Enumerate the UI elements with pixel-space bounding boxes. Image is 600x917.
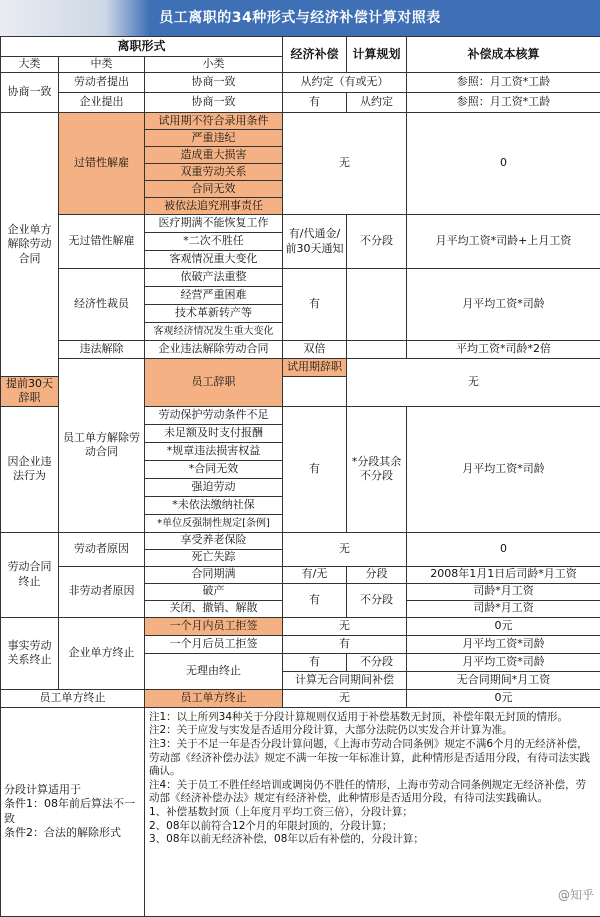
minor-cell: 合同期满 <box>145 566 283 583</box>
minor-cell: 一个月后员工拒签 <box>145 635 283 653</box>
middle-illegal-termination: 违法解除 <box>59 341 145 359</box>
minor-cell: 双重劳动关系 <box>145 164 283 181</box>
minor-cell: 提前30天辞职 <box>1 377 59 407</box>
middle-employer-unilateral: 企业单方终止 <box>59 617 145 689</box>
middle-economic-layoff: 经济性裁员 <box>59 269 145 341</box>
watermark: @知乎 <box>558 886 594 903</box>
minor-cell: 合同无效 <box>145 181 283 198</box>
minor-cell: 享受养老保险 <box>145 532 283 549</box>
comp-cell: 无 <box>347 359 600 407</box>
minor-cell: 强迫劳动 <box>145 478 283 496</box>
header-economic-comp: 经济补偿 <box>283 37 347 73</box>
minor-cell: 客观情况重大变化 <box>145 251 283 269</box>
note-line: 注2：关于应发与实发是否适用分段计算，大部分法院仍以实发合并计算为准。 <box>149 724 596 738</box>
cost-cell: 0 <box>407 113 600 215</box>
note-line: 2、08年以前符合12个月的年限封顶的，分段计算； <box>149 820 596 834</box>
major-employee-termination: 员工单方解除劳动合同 <box>59 359 145 533</box>
cost-cell: 0元 <box>407 617 600 635</box>
middle-employer-fault: 因企业违法行为 <box>1 406 59 532</box>
footer-left-line: 分段计算适用于 <box>4 783 141 797</box>
header-departure-form: 离职形式 <box>1 37 283 57</box>
minor-cell: *合同无效 <box>145 460 283 478</box>
middle-worker-reason: 劳动者原因 <box>59 532 145 566</box>
minor-cell: 依破产法重整 <box>145 269 283 287</box>
header-major: 大类 <box>1 57 59 73</box>
comp-cell: 有 <box>283 93 347 113</box>
note-line: 注4：关于员工不胜任经培训或调岗仍不胜任的情形，上海市劳动合同条例规定无经济补偿，劳动部《经济补偿办法》规定有经济补偿，此种情形是否适用分段，有待司法实践确认。 <box>149 779 596 806</box>
rule-cell: 从约定 <box>347 93 407 113</box>
major-employer-termination: 企业单方解除劳动合同 <box>1 113 59 377</box>
middle-employee-unilateral: 员工单方终止 <box>1 689 145 707</box>
cost-cell: 月平均工资*司龄 <box>407 635 600 653</box>
rule-cell: 不分段 <box>347 583 407 617</box>
middle-nonworker-reason: 非劳动者原因 <box>59 566 145 617</box>
comp-cell: 有 <box>283 653 347 671</box>
middle-fault-dismissal: 过错性解雇 <box>59 113 145 215</box>
header-minor: 小类 <box>145 57 283 73</box>
rule-cell: 不分段 <box>347 215 407 269</box>
comp-cell: 有 <box>283 269 347 341</box>
cost-cell: 参照：月工资*工龄 <box>407 73 600 93</box>
blurred-corner <box>0 0 150 36</box>
major-defacto-end: 事实劳动关系终止 <box>1 617 59 689</box>
comp-cell: 无 <box>283 617 407 635</box>
middle-nofault-dismissal: 无过错性解雇 <box>59 215 145 269</box>
header-calc-rule: 计算规划 <box>347 37 407 73</box>
comp-cell: 有 <box>283 635 407 653</box>
minor-cell: 破产 <box>145 583 283 600</box>
minor-cell: 客观经济情况发生重大变化 <box>145 323 283 341</box>
footer-notes <box>145 707 600 916</box>
minor-cell: 一个月内员工拒签 <box>145 617 283 635</box>
minor-cell: 无理由终止 <box>145 653 283 689</box>
major-contract-end: 劳动合同终止 <box>1 532 59 617</box>
comp-cell: 无 <box>283 113 407 215</box>
comp-cell: 有 <box>283 406 347 532</box>
comp-cell: 有 <box>283 583 347 617</box>
footer-left-line: 条件2：合法的解除形式 <box>4 826 141 840</box>
minor-cell: 员工单方终止 <box>145 689 283 707</box>
cost-cell: 月平均工资*司龄 <box>407 653 600 671</box>
note-line: 注3：关于不足一年是否分段计算问题，《上海市劳动合同条例》规定不满6个月的无经济补偿，劳动部《经济补偿办法》规定不满一年按一年标准计算，此种情形是否适用分段，有待司法实践确认。 <box>149 738 596 779</box>
rule-cell: 分段 <box>347 566 407 583</box>
minor-cell: 劳动保护劳动条件不足 <box>145 406 283 424</box>
cost-cell: 平均工资*司龄*2倍 <box>407 341 600 359</box>
cost-cell: 2008年1月1日后司龄*月工资 <box>407 566 600 583</box>
comp-cell: 计算无合同期间补偿 <box>283 671 407 689</box>
note-line: 注1：以上所列34种关于分段计算规则仅适用于补偿基数无封顶，补偿年限无封顶的情形。 <box>149 711 596 725</box>
comp-cell: 无 <box>283 689 407 707</box>
minor-cell: 未足额及时支付报酬 <box>145 424 283 442</box>
middle-resign: 员工辞职 <box>145 359 283 407</box>
rule-cell <box>347 341 407 359</box>
middle-cell: 企业提出 <box>59 93 145 113</box>
minor-cell: *规章违法损害权益 <box>145 442 283 460</box>
cost-cell: 参照：月工资*工龄 <box>407 93 600 113</box>
minor-cell: 企业违法解除劳动合同 <box>145 341 283 359</box>
minor-cell: 严重违纪 <box>145 130 283 147</box>
minor-cell: 试用期辞职 <box>283 359 347 377</box>
minor-cell: *单位反强制性规定[条例] <box>145 514 283 532</box>
minor-cell: 经营严重困难 <box>145 287 283 305</box>
rule-cell: 不分段 <box>347 653 407 671</box>
header-cost-check: 补偿成本核算 <box>407 37 600 73</box>
minor-cell: 技术革新转产等 <box>145 305 283 323</box>
minor-cell: 协商一致 <box>145 93 283 113</box>
note-line: 3、08年以前无经济补偿，08年以后有补偿的，分段计算； <box>149 833 596 847</box>
minor-cell: *二次不胜任 <box>145 233 283 251</box>
major-negotiation: 协商一致 <box>1 73 59 113</box>
comp-cell: 有/代通金/前30天通知 <box>283 215 347 269</box>
cost-cell: 司龄*月工资 <box>407 583 600 600</box>
note-line: 1、补偿基数封顶（上年度月平均工资三倍），分段计算； <box>149 806 596 820</box>
minor-cell: *未依法缴纳社保 <box>145 496 283 514</box>
minor-cell: 关闭、撤销、解散 <box>145 600 283 617</box>
minor-cell: 协商一致 <box>145 73 283 93</box>
header-middle: 中类 <box>59 57 145 73</box>
cost-cell: 月平均工资*司龄 <box>407 269 600 341</box>
minor-cell: 被依法追究刑事责任 <box>145 198 283 215</box>
middle-cell: 劳动者提出 <box>59 73 145 93</box>
cost-cell: 司龄*月工资 <box>407 600 600 617</box>
comparison-table <box>0 36 600 917</box>
footer-left-line: 条件1：08年前后算法不一致 <box>4 797 141 826</box>
cost-cell: 0元 <box>407 689 600 707</box>
rule-cell: *分段其余不分段 <box>347 406 407 532</box>
footer-left <box>1 707 145 916</box>
minor-cell: 死亡失踪 <box>145 549 283 566</box>
cost-cell: 月平均工资*司龄 <box>407 406 600 532</box>
minor-cell: 造成重大损害 <box>145 147 283 164</box>
rule-cell <box>347 269 407 341</box>
minor-cell: 医疗期满不能恢复工作 <box>145 215 283 233</box>
comp-cell: 双倍 <box>283 341 347 359</box>
comp-cell: 无 <box>283 532 407 566</box>
cost-cell: 0 <box>407 532 600 566</box>
comp-cell: 有/无 <box>283 566 347 583</box>
minor-cell: 试用期不符合录用条件 <box>145 113 283 130</box>
cost-cell: 无合同期间*月工资 <box>407 671 600 689</box>
comp-cell: 从约定（有或无） <box>283 73 407 93</box>
cost-cell: 月平均工资*司龄+上月工资 <box>407 215 600 269</box>
table-title: 员工离职的34种形式与经济补偿计算对照表 <box>0 0 600 36</box>
